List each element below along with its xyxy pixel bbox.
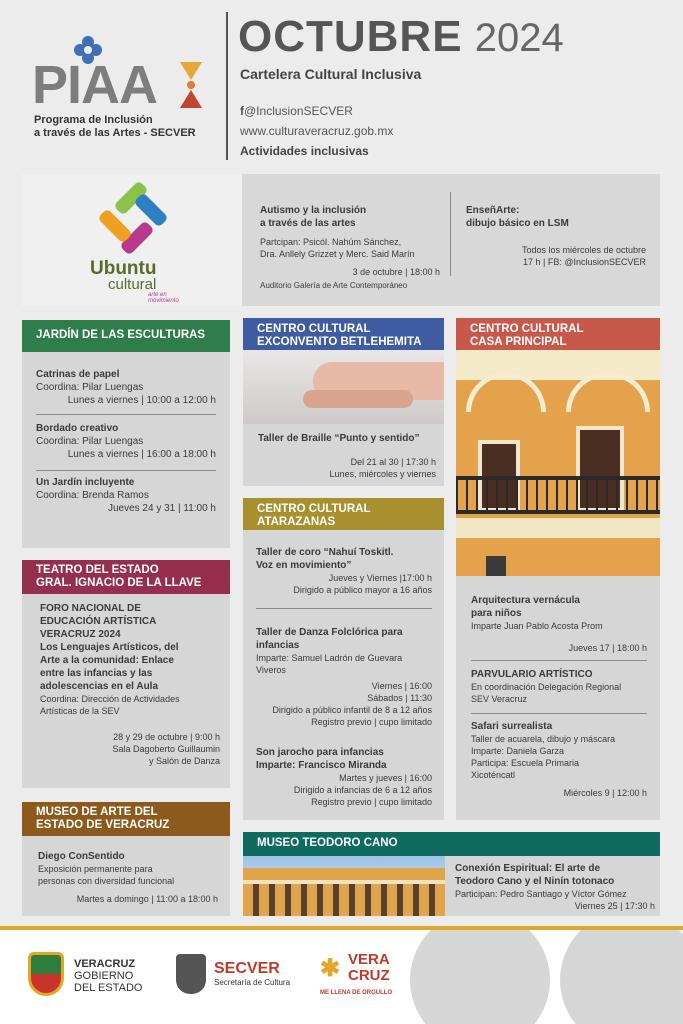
- atarazanas-header: CENTRO CULTURAL ATARAZANAS: [243, 498, 444, 530]
- atarazanas-item-danza: Taller de Danza Folclórica para infancias Imparte: Samuel Ladrón de Guevara Viveros Viernes | 16:00 Sábados | 11:30 Dirigido a público infantil de 8 a 12 años Registro previo | cupo limitado: [256, 627, 432, 727]
- website-link[interactable]: www.culturaveracruz.gob.mx: [240, 124, 394, 138]
- teatro-event: FORO NACIONAL DE EDUCACIÓN ARTÍSTICA VERACRUZ 2024 Los Lenguajes Artísticos, del Arte a la comunidad: Enlace entre las infancias y las adolescencias en el Aula Coordina: Dirección de Actividades Artísticas de la SEV 28 y 29 de octubre | 9:00 h Sala Dagoberto Guillaumin y Salón de Danza: [40, 603, 220, 766]
- divider: [36, 414, 216, 415]
- secver-subtitle: Secretaría de Cultura: [214, 978, 291, 987]
- program-name: Programa de Inclusión a través de las Artes - SECVER: [34, 114, 196, 139]
- footer: [0, 930, 683, 1024]
- jardin-item-bordado: Bordado creativo Coordina: Pilar Luengas Lunes a viernes | 16:00 a 18:00 h: [36, 423, 216, 460]
- ubuntu-logo-tag: arte en movimiento: [148, 292, 179, 304]
- secver-shield-icon: [176, 954, 206, 994]
- veracruz-shield-icon: [28, 952, 64, 996]
- museo-cano-event: Conexión Espiritual: El arte de Teodoro Cano y el Ninín totonaco Participan: Pedro Santiago y Víctor Gómez Viernes 25 | 17:30 h: [455, 863, 655, 911]
- braille-photo: [243, 350, 444, 424]
- betlehemita-time: Del 21 al 30 | 17:30 h Lunes, miércoles y viernes: [329, 457, 436, 479]
- teatro-header: TEATRO DEL ESTADO GRAL. IGNACIO DE LA LLAVE: [22, 560, 230, 594]
- activities-label: Actividades inclusivas: [240, 144, 369, 158]
- veracruz-gov-logo: VERACRUZ GOBIERNO DEL ESTADO: [74, 958, 143, 994]
- divider: [471, 713, 647, 714]
- ubuntu-logo-panel: [22, 174, 242, 306]
- casa-header: CENTRO CULTURAL CASA PRINCIPAL: [456, 318, 660, 350]
- divider: [256, 608, 432, 609]
- divider: [36, 470, 216, 471]
- facebook-icon: f: [240, 104, 244, 118]
- piaa-figure-icon: [180, 62, 202, 108]
- ubuntu-hands-icon: [94, 178, 174, 258]
- atarazanas-item-coro: Taller de coro “Nahuí Toskitl. Voz en movimiento” Jueves y Viernes |17:00 h Dirigido a público mayor a 16 años: [256, 547, 432, 595]
- vera-logo-2: CRUZ: [348, 967, 390, 984]
- atarazanas-item-sonjarocho: Son jarocho para infancias Imparte: Francisco Miranda Martes y jueves | 16:00 Dirigido a infancias de 6 a 12 años Registro previo | cupo limitado: [256, 747, 432, 807]
- vera-logo-1: VERA: [348, 951, 390, 968]
- footer-deco-circle: [410, 930, 550, 1024]
- museo-arte-header: MUSEO DE ARTE DEL ESTADO DE VERACRUZ: [22, 802, 230, 836]
- casa-item-parvulario: PARVULARIO ARTÍSTICO En coordinación Delegación Regional SEV Veracruz: [471, 669, 622, 704]
- museo-arte-event: Diego ConSentido Exposición permanente para personas con diversidad funcional Martes a domingo | 11:00 a 18:00 h: [38, 851, 218, 904]
- ubuntu-logo-sub: cultural: [108, 276, 157, 293]
- facebook-line[interactable]: f@InclusionSECVER: [240, 104, 353, 118]
- secver-logo: SECVER: [214, 960, 280, 977]
- ubuntu-logo-main: Ubuntu: [90, 258, 157, 279]
- casa-photo: [456, 350, 660, 576]
- header-divider: [226, 12, 228, 160]
- casa-item-arquitectura: Arquitectura vernácula para niños Imparte Juan Pablo Acosta Prom Jueves 17 | 18:00 h: [471, 595, 647, 653]
- footer-deco-circle: [560, 930, 683, 1024]
- piaa-logo-text: PIAA: [32, 55, 158, 115]
- betlehemita-title: Taller de Braille “Punto y sentido”: [258, 433, 420, 444]
- jardin-header: JARDÍN DE LAS ESCULTURAS: [22, 320, 230, 352]
- betlehemita-header: CENTRO CULTURAL EXCONVENTO BETLEHEMITA: [243, 318, 444, 350]
- ubuntu-divider: [450, 192, 451, 276]
- piaa-logo: [30, 36, 205, 115]
- ubuntu-event-autismo: Autismo y la inclusión a través de las artes Partcipan: Psicól. Nahúm Sánchez, Dra. Anllely Grizzet y Merc. Said Marín 3 de octubre | 18:00 h Auditorio Galería de Arte Contemporáneo: [260, 205, 440, 290]
- divider: [471, 660, 647, 661]
- jardin-item-catrinas: Catrinas de papel Coordina: Pilar Luengas Lunes a viernes | 10:00 a 12:00 h: [36, 369, 216, 406]
- casa-item-safari: Safari surrealista Taller de acuarela, dibujo y máscara Imparte: Daniela Garza Participa: Escuela Primaria Xicoténcatl Miércoles 9 | 12:00 h: [471, 721, 647, 798]
- subtitle: Cartelera Cultural Inclusiva: [240, 66, 422, 82]
- page-title: OCTUBRE 2024: [238, 12, 564, 61]
- vera-star-icon: ✱: [320, 955, 341, 982]
- ubuntu-event-ensenarte: EnseñArte: dibujo básico en LSM Todos los miércoles de octubre 17 h | FB: @InclusionSECVER: [466, 205, 646, 267]
- museo-cano-header: MUSEO TEODORO CANO: [243, 832, 660, 856]
- vera-tagline: ME LLENA DE ORGULLO: [320, 990, 393, 996]
- museo-cano-photo: [243, 856, 445, 916]
- jardin-item-incluyente: Un Jardín incluyente Coordina: Brenda Ramos Jueves 24 y 31 | 11:00 h: [36, 477, 216, 514]
